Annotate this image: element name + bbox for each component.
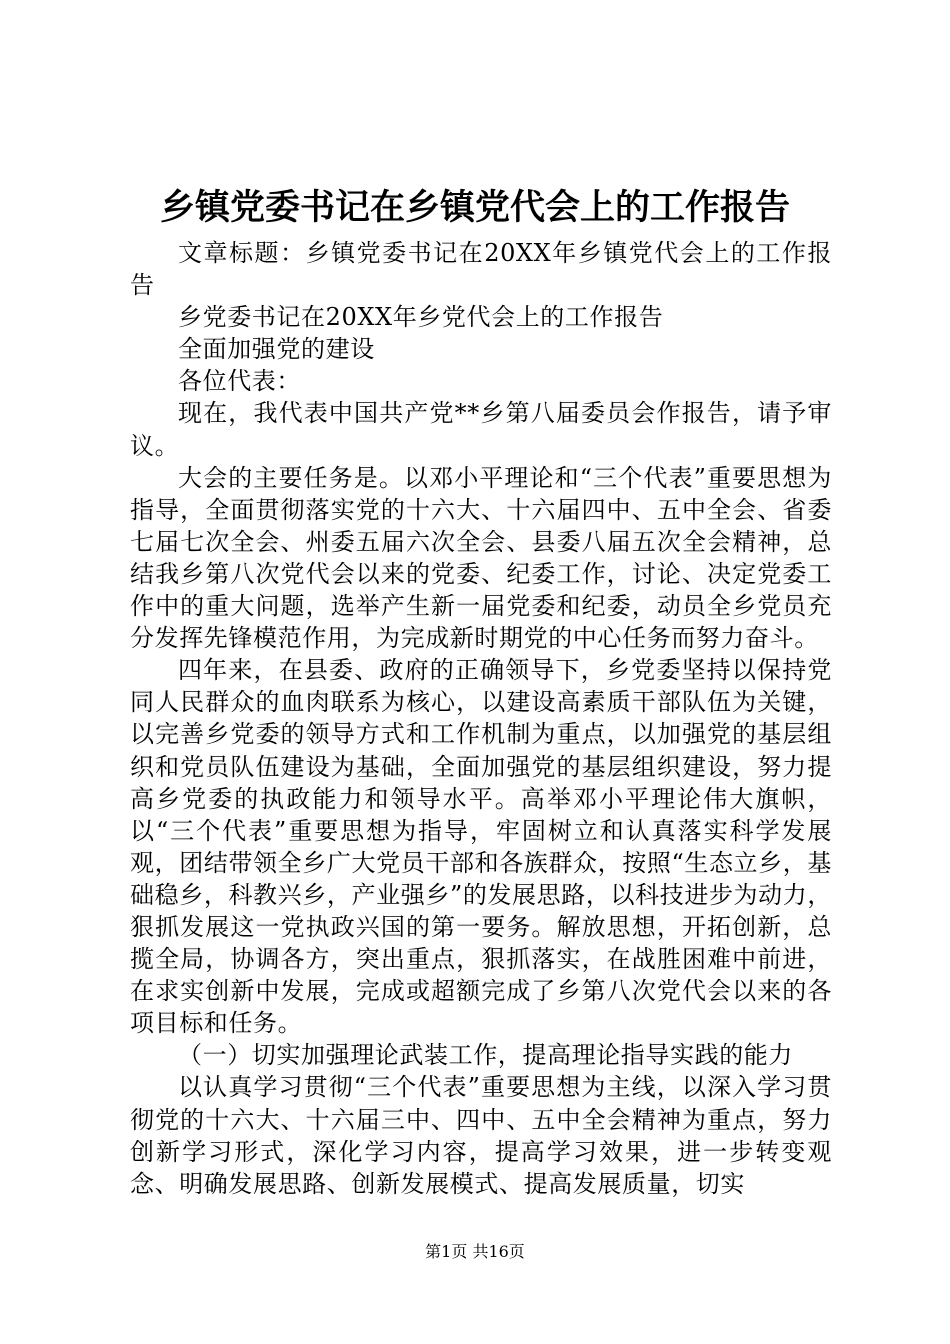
document-body: [130, 237, 832, 1200]
report-theme: 全面加强党的建设: [178, 335, 375, 364]
body-paragraph: 大会的主要任务是。以邓小平理论和“三个代表”重要思想为指导，全面贯彻落实党的十六大、十六届四中、五中全会、省委七届七次全会、州委五届六次全会、县委八届五次全会精神，总结我乡第八次党代会以来的党委、纪委工作，讨论、决定党委工作中的重大问题，选举产生新一届党委和纪委，动员全乡党员充分发挥先锋模范作用，为完成新时期党的中心任务而努力奋斗。: [130, 463, 832, 653]
article-title-line: 文章标题：乡镇党委书记在20XX年乡镇党代会上的工作报告: [130, 239, 832, 300]
section-heading: （一）切实加强理论武装工作，提高理论指导实践的能力: [178, 1041, 793, 1070]
page-number-footer: 第1页 共16页: [425, 1242, 525, 1261]
body-paragraph: 现在，我代表中国共产党**乡第八届委员会作报告，请予审议。: [130, 399, 832, 460]
salutation: 各位代表：: [178, 367, 301, 396]
body-paragraph: 以认真学习贯彻“三个代表”重要思想为主线，以深入学习贯彻党的十六大、十六届三中、四中、五中全会精神为重点，努力创新学习形式，深化学习内容，提高学习效果，进一步转变观念、明确发展思路、创新发展模式、提高发展质量，切实: [130, 1073, 832, 1198]
page-title: 乡镇党委书记在乡镇党代会上的工作报告: [159, 188, 790, 228]
report-subtitle: 乡党委书记在20XX年乡党代会上的工作报告: [178, 303, 664, 332]
body-paragraph: 四年来，在县委、政府的正确领导下，乡党委坚持以保持党同人民群众的血肉联系为核心，以建设高素质干部队伍为关键，以完善乡党委的领导方式和工作机制为重点，以加强党的基层组织和党员队伍建设为基础，全面加强党的基层组织建设，努力提高乡党委的执政能力和领导水平。高举邓小平理论伟大旗帜，以“三个代表”重要思想为指导，牢固树立和认真落实科学发展观，团结带领全乡广大党员干部和各族群众，按照“生态立乡，基础稳乡，科教兴乡，产业强乡”的发展思路，以科技进步为动力，狠抓发展这一党执政兴国的第一要务。解放思想，开拓创新，总揽全局，协调各方，突出重点，狠抓落实，在战胜困难中前进，在求实创新中发展，完成或超额完成了乡第八次党代会以来的各项目标和任务。: [130, 656, 832, 1038]
